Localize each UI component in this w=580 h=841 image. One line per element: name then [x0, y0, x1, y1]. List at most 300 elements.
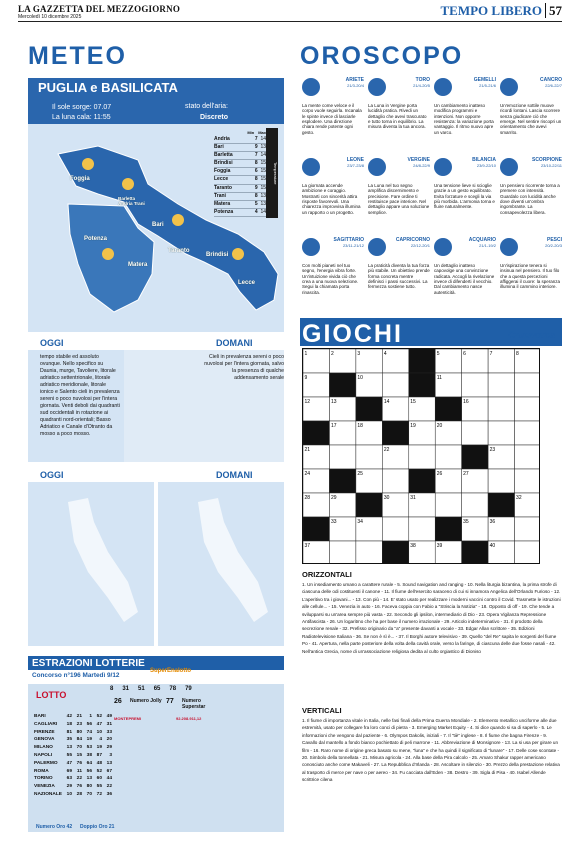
crossword-black-cell — [303, 517, 329, 541]
crossword-black-cell — [462, 445, 488, 469]
crossword-black-cell — [356, 397, 382, 421]
temp-city: Brindisi — [214, 160, 233, 167]
lotto-number: 33 — [106, 729, 112, 735]
lotterie-title: ESTRAZIONI LOTTERIE — [32, 658, 145, 669]
lotto-row — [34, 745, 112, 753]
issue-date: Mercoledì 10 dicembre 2025 — [18, 14, 82, 20]
sign-name: ARIETE — [345, 77, 364, 83]
newspaper-masthead: LA GAZZETTA DEL MEZZOGIORNO — [18, 4, 181, 14]
crossword-number: 28 — [304, 495, 311, 501]
lotto-number: 72 — [96, 791, 102, 797]
lotto-number: 11 — [76, 768, 82, 774]
crossword-number: 23 — [489, 447, 496, 453]
city-label: Foggia — [70, 176, 90, 182]
oggi-forecast-text: tempo stabile ed assoluto ovunque. Nello specifico su Daunia, murge, Tavoliere, litorale adriatico settentrionale, litorale adriatico meridionale, litorale ionico e Salento cieli in prevalenza sereni o poco nuvolosi per l'intera giornata. Venti deboli dai quadranti sud occidentali in rotazione ai quadranti nord-orientali; Basso Adriatico e Canale d'Otranto da mosso a poco mosso. — [40, 354, 120, 437]
superenalotto-logo: SuperEnalotto — [150, 668, 192, 674]
crossword-number: 12 — [304, 399, 311, 405]
horoscope-sign — [302, 78, 364, 135]
italy-maps-svg — [28, 482, 284, 646]
temp-row — [214, 144, 266, 152]
oggi-label-2: OGGI — [40, 470, 64, 480]
sign-name: PESCI — [546, 237, 562, 243]
superenalotto-numbers — [110, 686, 192, 692]
crossword-cell[interactable] — [329, 445, 355, 469]
lotto-number: 1 — [89, 714, 92, 719]
masthead-rule — [18, 21, 562, 22]
lotto-row — [34, 792, 112, 800]
sign-dates: 22/12-20/1 — [410, 243, 430, 249]
temp-min: 7 — [254, 152, 258, 159]
crossword-number: 2 — [330, 351, 334, 357]
sign-name: SCORPIONE — [531, 157, 562, 163]
lotto-number: 4 — [99, 737, 102, 743]
temperature-table — [214, 130, 266, 217]
lotto-number: 60 — [96, 776, 102, 782]
lotto-number: 56 — [86, 721, 92, 727]
lotto-wheel: GENOVA — [34, 737, 55, 743]
crossword-number: 40 — [489, 543, 496, 549]
crossword-cell[interactable] — [462, 373, 488, 397]
crossword-black-cell — [303, 421, 329, 445]
domani-label: DOMANI — [216, 338, 253, 348]
lotto-wheel: NAZIONALE — [34, 791, 62, 797]
crossword-number: 6 — [463, 351, 466, 357]
lotto-row — [34, 714, 112, 722]
lotto-number: 56 — [86, 768, 92, 774]
crossword-cell[interactable] — [515, 397, 540, 421]
se-number: 8 — [110, 686, 114, 692]
temp-min: 9 — [254, 184, 258, 191]
sign-name: TORO — [415, 77, 430, 83]
sign-dates: 20/2-20/3 — [545, 243, 562, 249]
sign-name: ACQUARIO — [468, 237, 496, 243]
se-number: 78 — [169, 686, 177, 692]
sun-icon — [102, 248, 114, 260]
crossword-cell[interactable] — [488, 469, 514, 493]
italy-shape-domani — [198, 498, 268, 622]
crossword-cell[interactable] — [329, 541, 355, 564]
lotto-number: 55 — [66, 752, 72, 758]
city-label: Barletta Andria Trani — [118, 196, 145, 206]
lotto-number: 67 — [106, 768, 112, 774]
crossword-cell[interactable] — [435, 493, 461, 517]
lotto-number: 13 — [106, 760, 112, 766]
sun-icon — [82, 158, 94, 170]
crossword-cell[interactable] — [462, 421, 488, 445]
air-quality-value: Discreto — [200, 114, 229, 121]
lotto-number: 47 — [96, 721, 102, 727]
crossword-number: 1 — [304, 351, 308, 357]
temp-row — [214, 136, 266, 144]
sign-text: La mente come veloce e il corpo vuole seguirla. Incanala le spinte invece di lasciarle esplodere. Una direzione chiara rende potente ogni gesto. — [302, 102, 362, 135]
temp-city: Bari — [214, 144, 224, 151]
temp-city: Lecce — [214, 176, 229, 183]
sign-name: SAGITTARIO — [333, 237, 364, 243]
moonrise-text: La luna cala: 11:55 — [52, 114, 111, 121]
lotto-number: 69 — [66, 768, 72, 774]
montepremi-label: MONTEPREMI — [114, 716, 142, 721]
sign-dates: 23/11-21/12 — [342, 243, 364, 249]
lotto-number: 19 — [86, 737, 92, 743]
sign-text: Una tensione lieve si scioglie grazie a un gesto equilibrato. Evita forzature e scegli la via più morbida. L'armonia torna e fluire naturalmente. — [434, 182, 495, 210]
crossword-black-cell — [409, 373, 435, 397]
horoscope-sign — [302, 238, 364, 295]
se-number: 65 — [153, 686, 161, 692]
lotto-row — [34, 753, 112, 761]
crossword-cell[interactable] — [515, 421, 540, 445]
lotto-number: 35 — [66, 737, 72, 743]
horoscope-sign — [500, 158, 562, 215]
lotto-row — [34, 776, 112, 784]
sign-text: Un'ispirazione tenera si insinua nel pensiero. Il tuo filo che a questa percezioni affiggerai il cuore: la speranza illumina il cammino interiore. — [500, 262, 560, 290]
sign-text: La Luna nel tuo segno amplifica discernimento e precisione. Fare ordine ti restituisce pace interiore. Nel dettaglio appare una soluzione semplice. — [368, 182, 430, 215]
domani-label-2: DOMANI — [216, 470, 253, 480]
section-name: TEMPO LIBERO — [440, 3, 542, 18]
lotto-wheel: BARI — [34, 714, 46, 719]
lotto-number: 22 — [76, 776, 82, 782]
crossword-grid — [302, 348, 540, 564]
sign-name: BILANCIA — [472, 157, 496, 163]
temp-max: 15 — [260, 184, 266, 191]
temp-max: 13 — [260, 200, 266, 207]
sign-dates: 21/5-21/6 — [479, 83, 496, 89]
lotto-number: 76 — [76, 760, 82, 766]
temp-city: Potenza — [214, 208, 234, 215]
temp-city: Foggia — [214, 168, 231, 175]
temp-city: Matera — [214, 200, 231, 207]
temp-city: Andria — [214, 136, 230, 142]
crossword-number: 31 — [410, 495, 416, 501]
crossword-cell[interactable] — [409, 445, 435, 469]
region-title: PUGLIA e BASILICATA — [38, 80, 178, 95]
crossword-cell[interactable] — [435, 445, 461, 469]
lotto-wheel: PALERMO — [34, 760, 58, 766]
lotto-number: 42 — [66, 714, 72, 719]
sign-text: La giornata accende ambizione e coraggio. Mostrarti con sincerità attira risposte favorevoli. Una chiarezza improvvisa illumina un rapporto o un progetto. — [302, 182, 361, 215]
crossword-number: 29 — [330, 495, 337, 501]
temp-row — [214, 176, 266, 184]
lotto-number: 64 — [86, 760, 92, 766]
crossword-cell[interactable] — [356, 445, 382, 469]
crossword-number: 24 — [304, 471, 311, 477]
lotto-number: 53 — [86, 745, 92, 751]
lotto-wheel: FIRENZE — [34, 729, 55, 735]
crossword-black-cell — [382, 541, 408, 564]
city-label: Lecce — [238, 280, 256, 286]
lotto-number: 48 — [96, 760, 102, 766]
crossword-black-cell — [329, 469, 355, 493]
crossword-cell[interactable] — [356, 541, 382, 564]
sign-dates: 23/9-22/10 — [476, 163, 496, 169]
lotto-number: 81 — [66, 729, 72, 735]
city-label: Matera — [128, 262, 148, 268]
lotto-number: 31 — [106, 721, 112, 727]
jolly-number: 26 — [114, 698, 122, 705]
crossword-number: 36 — [489, 519, 496, 525]
lotto-number: 13 — [66, 745, 72, 751]
horoscope-sign — [434, 158, 496, 210]
sun-icon — [172, 214, 184, 226]
lotto-number: 70 — [86, 791, 92, 797]
temp-min: 4 — [254, 208, 258, 215]
lotto-number: 15 — [76, 752, 82, 758]
horoscope-sign — [434, 78, 496, 135]
crossword-cell[interactable] — [515, 517, 540, 541]
temp-row — [214, 168, 266, 176]
crossword-number: 22 — [383, 447, 390, 453]
sign-text: Un'emozione sottile muove ricordi lontani. Lascia scorrere senza giudicare ciò che emerge. Nel sentire riscopri un orientamento che avevi smarrito. — [500, 102, 562, 135]
lotto-number: 19 — [96, 745, 102, 751]
crossword-cell[interactable] — [488, 373, 514, 397]
crossword-cell[interactable] — [515, 373, 540, 397]
lotto-number: 44 — [106, 776, 112, 782]
crossword-number: 16 — [463, 399, 469, 405]
oroscopo-title: OROSCOPO — [300, 42, 464, 70]
lotto-number: 22 — [106, 784, 112, 790]
temperature-side-label: Temperature — [266, 128, 278, 218]
sign-text: Un pensiero ricorrente torna a premere con intensità. Guardalo con lucidità anche dove diventi un'ombra ingombrante. La consapevolezza libera. — [500, 182, 560, 215]
sign-name: CAPRICORNO — [395, 237, 430, 243]
temp-min: 8 — [254, 192, 258, 199]
superstar-number: 77 — [166, 698, 174, 705]
temp-row — [214, 160, 266, 168]
crossword-number: 17 — [330, 423, 337, 429]
crossword-number: 14 — [383, 399, 390, 405]
crossword-number: 27 — [463, 471, 469, 477]
lotto-number: 47 — [66, 760, 72, 766]
crossword-number: 21 — [304, 447, 311, 453]
lotto-number: 55 — [96, 784, 102, 790]
sign-dates: 22/6-22/7 — [545, 83, 562, 89]
meteo-title: METEO — [28, 42, 127, 70]
sign-text: Con molti pianeti nel tuo segno, l'energia vibra forte. Un'intuizione vivida ciò che crea a una nuova selezione. Segui la chiamata porta rinascita. — [302, 262, 359, 295]
crossword-number: 33 — [330, 519, 337, 525]
sign-dates: 23/10-22/11 — [540, 163, 562, 169]
lotto-number: 74 — [86, 729, 92, 735]
horoscope-sign — [368, 238, 430, 290]
crossword-number: 39 — [436, 543, 443, 549]
jolly-label: Numero Jolly — [130, 698, 162, 704]
sign-dates: 21/3-20/4 — [347, 83, 364, 89]
sign-name: LEONE — [346, 157, 364, 163]
lotto-row — [34, 784, 112, 792]
sun-moon-info — [52, 103, 111, 123]
city-label: Brindisi — [206, 252, 229, 258]
horoscope-sign — [500, 238, 562, 290]
page-number: 57 — [545, 3, 562, 18]
crossword-number: 37 — [304, 543, 311, 549]
temp-row — [214, 185, 266, 193]
lotto-number: 29 — [106, 745, 112, 751]
lotto-wheel: VENEZIA — [34, 784, 55, 790]
temp-row — [214, 201, 266, 209]
verticali-clues: 1. Il fiume di importanza vitale in Italia, nelle fasi finali della Prima Guerra Mondiale - 2. Elemento metallico unciforme alle due estremità, usato per collegare fra loro conci di pietra - 3. Emerging Market Equity - 4. Si dice quando si sa di saperlo - 5. Le informazioni che vengono dal paziente - 6. Olympos Dakolis, iniziali - 7. Il "tiè" inglese - 8. Il fiume che bagna Firenze - 9. Cavallo dal mantello a fondo bianco pochiettato di peli marrone - 11. Abbreviazione di Monsignore - 13. La si usa per girare un film - 16. Raro nome di origine greca basato su mene, "luna" e che ha quindi il significato di "lunare" - 17. Delle cose scontate - 20. Simbolo della tonnellata - 21. Misura agricola - 24. Alla base della Pira calcolo - 25. Amaro Shakur rapper americano conosciuto anche come Makaveli - 27. La Repubblica d'Irlanda - 28. Ascoltare in silenzio - 30. Prezzo della prestazione relativa al trasporto di merce per nave o per aereo - 34. Fu cacciata dall'Eden - 38. Destro - 39. Sigla di Pisa - 40. Isabel Allende scrittrice cilena — [302, 718, 560, 783]
lotto-wheel: MILANO — [34, 745, 53, 751]
crossword-number: 8 — [516, 351, 519, 357]
lotto-number: 52 — [96, 768, 102, 774]
lotto-number: 80 — [76, 729, 82, 735]
temp-max: 13 — [260, 144, 266, 151]
lotto-number: 49 — [106, 714, 112, 719]
lotto-number: 87 — [96, 752, 102, 758]
sign-name: GEMELLI — [473, 77, 496, 83]
temp-row — [214, 152, 266, 160]
lotto-number: 29 — [66, 784, 72, 790]
temp-min: 5 — [254, 200, 258, 207]
temp-header: Min Max — [247, 130, 266, 135]
crossword-black-cell — [356, 493, 382, 517]
se-number: 51 — [138, 686, 145, 692]
crossword-cell[interactable] — [382, 517, 408, 541]
crossword-number: 10 — [357, 375, 363, 381]
lotto-wheel: NAPOLI — [34, 752, 53, 758]
crossword-cell[interactable] — [409, 517, 435, 541]
temp-max: 14 — [260, 152, 266, 159]
crossword-number: 26 — [436, 471, 443, 477]
numero-oro: Numero Oro 42 — [36, 824, 73, 830]
temp-max: 15 — [260, 160, 266, 167]
lotto-number: 52 — [96, 714, 102, 719]
sign-text: La praticità diventa la tua forza più stabile. Un obiettivo prende forma concreta mentre definisci i passi successivi. La fermezza sostiene tutto. — [368, 262, 430, 290]
section-tag — [441, 3, 563, 19]
lotto-number: 70 — [76, 745, 82, 751]
crossword-cell[interactable] — [488, 397, 514, 421]
temp-min: 8 — [254, 160, 258, 167]
crossword-cell[interactable] — [462, 493, 488, 517]
horoscope-sign — [302, 158, 364, 215]
lotto-number: 3 — [109, 752, 112, 758]
lotto-number: 10 — [96, 729, 102, 735]
crossword-cell[interactable] — [488, 421, 514, 445]
lotto-wheel: ROMA — [34, 768, 49, 774]
crossword-number: 9 — [304, 375, 308, 381]
sign-dates: 24/8-22/9 — [413, 163, 430, 169]
crossword-number: 15 — [410, 399, 416, 405]
crossword-number: 18 — [357, 423, 363, 429]
lotto-number: 20 — [106, 737, 112, 743]
crossword-black-cell — [382, 421, 408, 445]
crossword-number: 20 — [436, 423, 443, 429]
city-label: Taranto — [168, 248, 190, 254]
crossword-cell[interactable] — [515, 469, 540, 493]
temp-max: 14 — [260, 208, 266, 215]
lotto-wheel: CAGLIARI — [34, 721, 58, 727]
lotto-number: 76 — [76, 784, 82, 790]
crossword-number: 38 — [410, 543, 416, 549]
lotto-wheel: TORINO — [34, 776, 53, 782]
horoscope-sign — [434, 238, 496, 295]
crossword-number: 4 — [383, 351, 387, 357]
crossword-cell[interactable] — [382, 469, 408, 493]
crossword-number: 11 — [436, 375, 442, 381]
crossword-number: 7 — [489, 351, 493, 357]
crossword-black-cell — [435, 517, 461, 541]
crossword-black-cell — [329, 373, 355, 397]
crossword-black-cell — [462, 541, 488, 564]
horoscope-sign — [500, 78, 562, 135]
crossword-black-cell — [409, 349, 435, 373]
lotto-number: 28 — [76, 791, 82, 797]
sign-dates: 21/1-19/2 — [479, 243, 496, 249]
italy-shape-oggi — [68, 498, 138, 622]
sunrise-text: Il sole sorge: 07.07 — [52, 104, 112, 111]
lotto-number: 21 — [76, 714, 82, 719]
temp-min: 9 — [254, 144, 258, 151]
sun-icon — [232, 248, 244, 260]
crossword-number: 3 — [357, 351, 361, 357]
doppio-oro: Doppio Oro 21 — [80, 824, 115, 830]
lotto-number: 80 — [86, 784, 92, 790]
lotto-number: 63 — [66, 776, 72, 782]
temp-max: 14 — [260, 136, 266, 142]
crossword-black-cell — [435, 397, 461, 421]
superstar-label: Numero Superstar — [182, 698, 206, 710]
crossword-cell[interactable] — [382, 373, 408, 397]
crossword-black-cell — [488, 493, 514, 517]
crossword-number: 13 — [330, 399, 337, 405]
city-label: Potenza — [84, 236, 108, 242]
giochi-title: GIOCHI — [302, 320, 403, 348]
se-number: 79 — [185, 686, 192, 692]
crossword-number: 30 — [383, 495, 390, 501]
crossword-number: 25 — [357, 471, 363, 477]
temp-city: Trani — [214, 192, 226, 199]
lotto-number: 10 — [66, 791, 72, 797]
sign-text: La Luna in Vergine porta lucidità pratica. Rivedi un dettaglio che avevi trascurato e tutto torna in equilibrio. La misura diventa la tua ancora. — [368, 102, 427, 130]
lotto-wheels-table — [34, 714, 112, 800]
verticali-title: VERTICALI — [302, 706, 342, 715]
crossword-cell[interactable] — [515, 541, 540, 564]
lotto-logo: LOTTO — [36, 690, 67, 700]
horoscope-sign — [368, 78, 430, 130]
sign-dates: 23/7-23/8 — [347, 163, 364, 169]
sign-name: VERGINE — [407, 157, 430, 163]
lotto-number: 36 — [106, 791, 112, 797]
crossword-number: 34 — [357, 519, 363, 525]
se-number: 31 — [122, 686, 130, 692]
lotto-number: 23 — [76, 721, 82, 727]
crossword-number: 19 — [410, 423, 416, 429]
sun-icon — [122, 178, 134, 190]
montepremi-value: 92.208.911,12 — [176, 716, 202, 721]
temp-city: Taranto — [214, 184, 232, 191]
sign-text: Un cambiamento inatteso modifica programmi e intenzioni. Non opporre resistenza: la variazione porta vantaggio. Il ritmo nuovo apre un varco. — [434, 102, 494, 135]
temp-max: 15 — [260, 168, 266, 175]
temp-min: 6 — [254, 168, 258, 175]
domani-forecast-text: Cieli in prevalenza sereni o poco nuvolosi per l'intera giornata, salvo la presenza di qualche addensamento serale — [204, 354, 284, 381]
crossword-number: 35 — [463, 519, 469, 525]
temp-min: 7 — [254, 136, 258, 142]
crossword-black-cell — [409, 469, 435, 493]
concorso-text: Concorso n°196 Martedì 9/12 — [32, 672, 120, 679]
lotto-number: 84 — [76, 737, 82, 743]
temp-min: 8 — [254, 176, 258, 183]
temp-max: 13 — [260, 192, 266, 199]
cruciverba-label: Cruciverba — [508, 330, 556, 340]
orizzontali-clues: 1. Un insediamento umano a carattere rurale - 5. Sound navigation and ranging - 10. Nella liturgia bizantina, la prima strofe di ciascuna delle odi costituenti il canone - 11. Il fiume dell'esercito saraceno di cui si innamora Angelica dell'Orlando Furioso - 12. L'aperitivo tra i giovani... - 13. Con più - 14. E' stato usato per realizzare i moderni vaccini contro il Covid. Trasmette le istruzioni alle cellule... - 15. Venezia in auto - 16. Faceva coppia con Fabio a "Striscia la Notizia" - 18. Opposto di off - 19. Che tende a svilupparsi su un'area sempre più vasta - 22. Secondo gli ipsilon, intermediario di Dio - 23. Opera Vigilanza Repressione Antifascista - 26. Un logaritmo che ha per base il numero irrazionale - 29. Articolo indeterminativo - 31. Il prodotto della secrezione renale - 32. Prefisso originario da "a" presente davanti a vocale - 33. Edgar Allan scrittore - 35. Edizioni Radiotelevisione Italiana - 36. Se non è sì è... - 37. Il Borghi autore televisivo - 39. Quello "del Re" sapita le sorgenti del fiume Po - 41. Apertura, nella parte posteriore della volta della cavità orale, verso la faringe, di ciascuna delle due fosse nasali - 42. Nell'antica Grecia, nome di un'associazione religiosa dedita al culto orgiastico di Dioniso — [302, 582, 561, 654]
lotto-row — [34, 722, 112, 730]
crossword-cell[interactable] — [515, 445, 540, 469]
city-label: Bari — [152, 222, 164, 228]
sign-dates: 21/4-20/5 — [413, 83, 430, 89]
oggi-label: OGGI — [40, 338, 64, 348]
lotto-number: 13 — [86, 776, 92, 782]
crossword-number: 32 — [516, 495, 522, 501]
sign-text: Un dettaglio inatteso capovolge una convinzione radicata. Accogli la rivelazione invece di difenderti il vecchio. Dal cambiamento nasce autenticità. — [434, 262, 495, 295]
temp-max: 15 — [260, 176, 266, 183]
air-quality-label: stato dell'aria: — [185, 103, 228, 110]
temp-city: Barletta — [214, 152, 233, 159]
